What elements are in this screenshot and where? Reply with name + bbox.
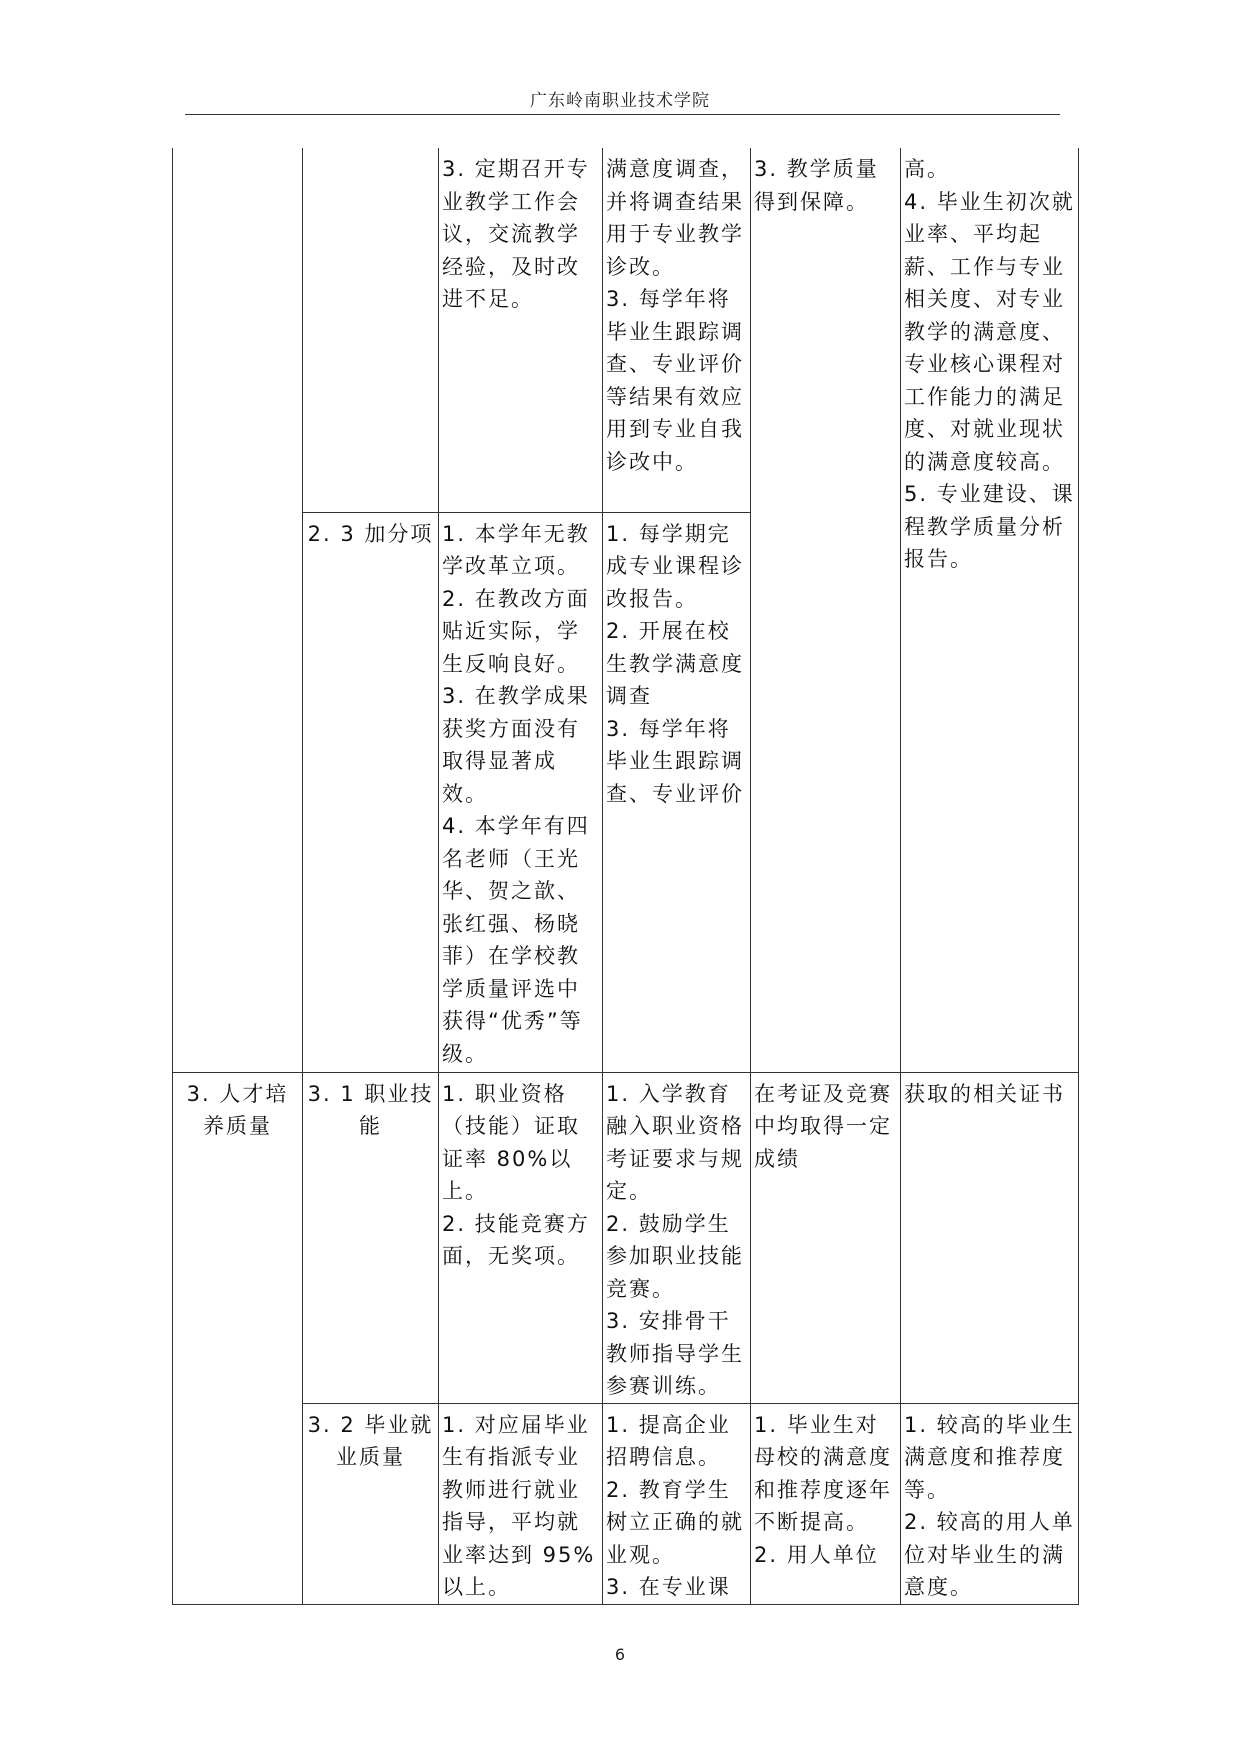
table-cell [901, 1403, 1079, 1604]
table-cell [901, 148, 1079, 1072]
cell-text: 1. 每学期完成专业课程诊改报告。 2. 开展在校生教学满意度调查 3. 每学年将毕业生跟踪调查、专业评价 [606, 521, 744, 806]
table-cell [751, 1403, 901, 1604]
evaluation-table [172, 148, 1079, 1605]
cell-text: 3. 1 职业技能 [307, 1081, 434, 1138]
header-divider [185, 114, 1060, 115]
cell-text: 高。 4. 毕业生初次就业率、平均起薪、工作与专业相关度、对专业教学的满意度、专业核心课程对工作能力的满足度、对就业现状的满意度较高。 5. 专业建设、课程教学质量分析报告。 [904, 157, 1075, 571]
cell-text: 3. 人才培养质量 [186, 1081, 289, 1138]
table-cell [303, 512, 439, 1072]
page-number: 6 [614, 1645, 626, 1664]
table-cell [901, 1072, 1079, 1403]
table-row [173, 1072, 1079, 1403]
cell-text: 1. 本学年无教学改革立项。 2. 在教改方面贴近实际，学生反响良好。 3. 在教学成果获奖方面没有取得显著成效。 4. 本学年有四名老师（王光华、贺之歆、张红强、杨晓菲）在学校教学质量评选中获得“优秀”等级。 [442, 521, 590, 1066]
cell-text: 1. 入学教育融入职业资格考证要求与规定。 2. 鼓励学生参加职业技能竞赛。 3. 安排骨干教师指导学生参赛训练。 [606, 1081, 744, 1398]
table-cell [439, 148, 603, 512]
table-cell [603, 512, 751, 1072]
table-cell [303, 148, 439, 512]
table-cell [603, 1403, 751, 1604]
table-cell [751, 148, 901, 1072]
cell-text: 3. 2 毕业就业质量 [307, 1412, 434, 1469]
table-cell [173, 1072, 303, 1604]
cell-text: 获取的相关证书 [904, 1081, 1065, 1106]
cell-text: 3. 教学质量得到保障。 [754, 157, 879, 214]
table-cell [303, 1403, 439, 1604]
table-cell [751, 1072, 901, 1403]
cell-text: 2. 3 加分项 [307, 521, 434, 546]
cell-text: 1. 较高的毕业生满意度和推荐度等。 2. 较高的用人单位对毕业生的满意度。 [904, 1412, 1075, 1599]
cell-text: 在考证及竞赛中均取得一定成绩 [754, 1081, 892, 1171]
table-cell [303, 1072, 439, 1403]
table-row [173, 1403, 1079, 1604]
table-cell [603, 1072, 751, 1403]
table-cell [439, 1403, 603, 1604]
table-cell [173, 148, 303, 1072]
table-cell [603, 148, 751, 512]
cell-text: 3. 定期召开专业教学工作会议，交流教学经验，及时改进不足。 [442, 157, 590, 311]
header-title: 广东岭南职业技术学院 [530, 91, 710, 111]
cell-text: 1. 毕业生对母校的满意度和推荐度逐年不断提高。 2. 用人单位 [754, 1412, 892, 1567]
table-cell [439, 512, 603, 1072]
cell-text: 1. 提高企业招聘信息。 2. 教育学生树立正确的就业观。 3. 在专业课 [606, 1412, 744, 1599]
table-row [173, 148, 1079, 512]
table-cell [439, 1072, 603, 1403]
cell-text: 满意度调查，并将调查结果用于专业教学诊改。 3. 每学年将毕业生跟踪调查、专业评价等结果有效应用到专业自我诊改中。 [606, 157, 744, 474]
cell-text: 1. 职业资格（技能）证取证率 80%以上。 2. 技能竞赛方面，无奖项。 [442, 1081, 590, 1268]
cell-text: 1. 对应届毕业生有指派专业教师进行就业指导，平均就业率达到 95%以上。 [442, 1412, 596, 1599]
